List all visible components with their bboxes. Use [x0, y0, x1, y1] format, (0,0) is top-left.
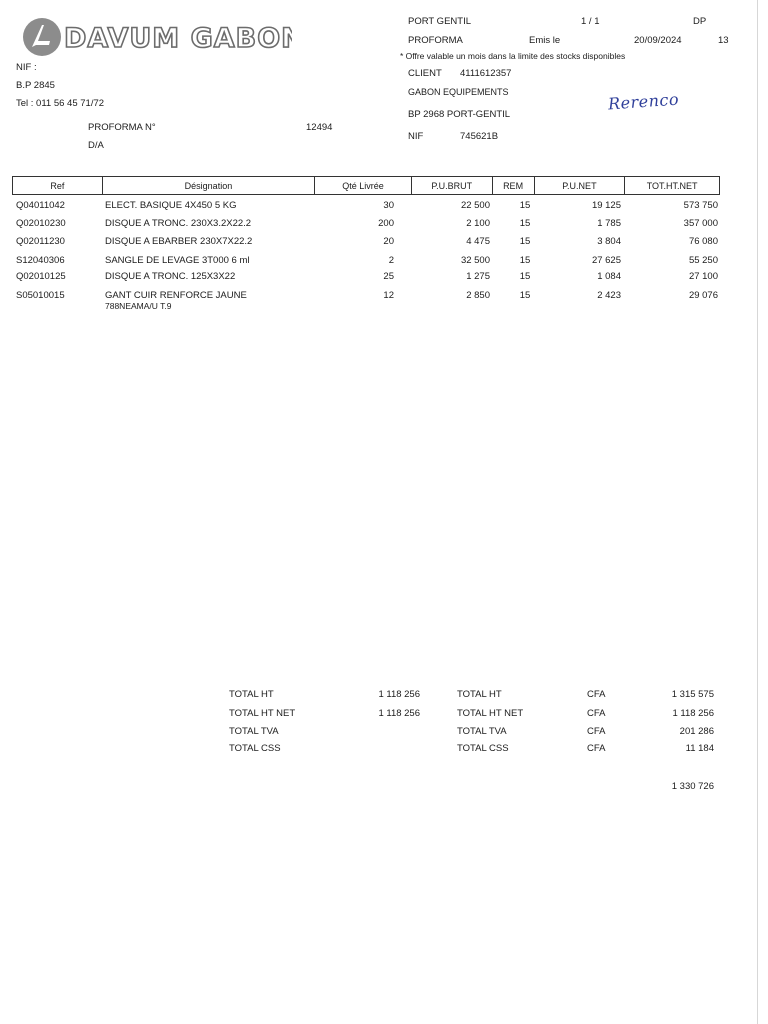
total-right-label: TOTAL HT — [457, 689, 502, 700]
cell-pu-net: 3 804 — [597, 236, 621, 247]
cell-qte: 30 — [383, 200, 394, 211]
total-right-value: 1 118 256 — [672, 708, 714, 719]
header-city: PORT GENTIL — [408, 16, 471, 27]
cell-pu-brut: 2 100 — [466, 218, 490, 229]
col-pu-net: P.U.NET — [535, 177, 626, 194]
cell-pu-net: 2 423 — [597, 290, 621, 301]
table-row — [0, 271, 768, 289]
cell-pu-net: 27 625 — [591, 255, 621, 266]
da-label: D/A — [88, 140, 104, 151]
logo-graphic — [20, 17, 292, 57]
total-right-currency: CFA — [587, 743, 606, 754]
table-row — [0, 236, 768, 254]
cell-ref: S05010015 — [16, 290, 65, 301]
company-tel: Tel : 011 56 45 71/72 — [16, 98, 105, 109]
validity-note: * Offre valable un mois dans la limite des stocks disponibles — [400, 51, 626, 61]
cell-qte: 25 — [383, 271, 394, 282]
table-row — [0, 200, 768, 218]
cell-rem: 15 — [519, 218, 531, 229]
cell-rem: 15 — [519, 200, 531, 211]
cell-total: 55 250 — [688, 255, 718, 266]
cell-pu-brut: 4 475 — [466, 236, 490, 247]
table-row — [0, 218, 768, 236]
header-num: 13 — [718, 35, 729, 46]
cell-ref: Q02010230 — [16, 218, 66, 229]
cell-rem: 15 — [519, 236, 531, 247]
cell-rem: 15 — [519, 290, 531, 301]
cell-pu-brut: 32 500 — [460, 255, 490, 266]
cell-total: 573 750 — [683, 200, 718, 211]
total-right-currency: CFA — [587, 726, 606, 737]
cell-pu-net: 1 785 — [597, 218, 621, 229]
cell-qte: 200 — [378, 218, 394, 229]
page-edge — [757, 0, 758, 1024]
col-designation: Désignation — [103, 177, 315, 194]
cell-rem: 15 — [519, 255, 531, 266]
client-address: BP 2968 PORT-GENTIL — [408, 109, 511, 120]
cell-pu-brut: 1 275 — [466, 271, 490, 282]
col-pu-brut: P.U.BRUT — [412, 177, 493, 194]
cell-pu-brut: 2 850 — [466, 290, 490, 301]
cell-ref: S12040306 — [16, 255, 65, 266]
cell-total: 27 100 — [688, 271, 718, 282]
cell-rem: 15 — [519, 271, 531, 282]
client-nif-label: NIF — [408, 131, 424, 142]
client-nif-value: 745621B — [460, 131, 499, 142]
logo-wordmark: DAVUM GABON — [64, 23, 292, 54]
cell-designation: DISQUE A TRONC. 230X3.2X22.2 — [105, 218, 252, 229]
cell-ref: Q02011230 — [16, 236, 65, 247]
total-left-label: TOTAL HT — [229, 689, 274, 700]
table-row — [0, 290, 768, 314]
total-right-currency: CFA — [587, 689, 606, 700]
total-left-label: TOTAL CSS — [229, 743, 281, 754]
total-left-value: 1 118 256 — [378, 689, 420, 700]
proforma-number: 12494 — [306, 122, 333, 133]
cell-ref: Q04011042 — [16, 200, 65, 211]
total-right-label: TOTAL CSS — [457, 743, 509, 754]
total-left-value: 1 118 256 — [378, 708, 420, 719]
header-emis-label: Emis le — [529, 35, 561, 46]
company-bp: B.P 2845 — [16, 80, 55, 91]
company-nif: NIF : — [16, 62, 37, 73]
header-date: 20/09/2024 — [634, 35, 682, 46]
header-code: DP — [693, 16, 707, 27]
cell-designation: GANT CUIR RENFORCE JAUNE — [105, 290, 247, 301]
cell-pu-net: 1 084 — [597, 271, 621, 282]
cell-designation: ELECT. BASIQUE 4X450 5 KG — [105, 200, 237, 211]
header-page: 1 / 1 — [581, 16, 600, 27]
total-right-label: TOTAL TVA — [457, 726, 507, 737]
col-rem: REM — [493, 177, 535, 194]
cell-qte: 2 — [388, 255, 394, 266]
cell-pu-brut: 22 500 — [460, 200, 490, 211]
total-right-value: 201 286 — [679, 726, 714, 737]
cell-pu-net: 19 125 — [591, 200, 621, 211]
table-header — [12, 176, 720, 195]
cell-designation-line2: 788NEAMA/U T.9 — [105, 301, 172, 311]
total-left-label: TOTAL TVA — [229, 726, 279, 737]
client-code: 4111612357 — [460, 68, 512, 79]
header-doc-type: PROFORMA — [408, 35, 463, 46]
handwritten-note: Rerenco — [607, 89, 680, 114]
total-right-currency: CFA — [587, 708, 606, 719]
cell-designation: DISQUE A EBARBER 230X7X22.2 — [105, 236, 253, 247]
col-ref: Ref — [13, 177, 103, 194]
company-logo — [20, 17, 292, 57]
col-qte: Qté Livrée — [315, 177, 412, 194]
col-total: TOT.HT.NET — [646, 180, 698, 191]
client-name: GABON EQUIPEMENTS — [408, 87, 509, 97]
cell-qte: 20 — [383, 236, 394, 247]
total-right-value: 11 184 — [685, 743, 714, 754]
cell-ref: Q02010125 — [16, 271, 66, 282]
cell-total: 76 080 — [688, 236, 718, 247]
cell-total: 357 000 — [683, 218, 718, 229]
cell-designation: DISQUE A TRONC. 125X3X22 — [105, 271, 236, 282]
total-left-label: TOTAL HT NET — [229, 708, 296, 719]
cell-designation: SANGLE DE LEVAGE 3T000 6 ml — [105, 255, 250, 266]
total-right-label: TOTAL HT NET — [457, 708, 524, 719]
grand-total: 1 330 726 — [671, 781, 714, 792]
cell-qte: 12 — [383, 290, 394, 301]
total-right-value: 1 315 575 — [671, 689, 714, 700]
client-label: CLIENT — [408, 68, 442, 79]
proforma-label: PROFORMA N° — [88, 122, 156, 133]
cell-total: 29 076 — [688, 290, 718, 301]
